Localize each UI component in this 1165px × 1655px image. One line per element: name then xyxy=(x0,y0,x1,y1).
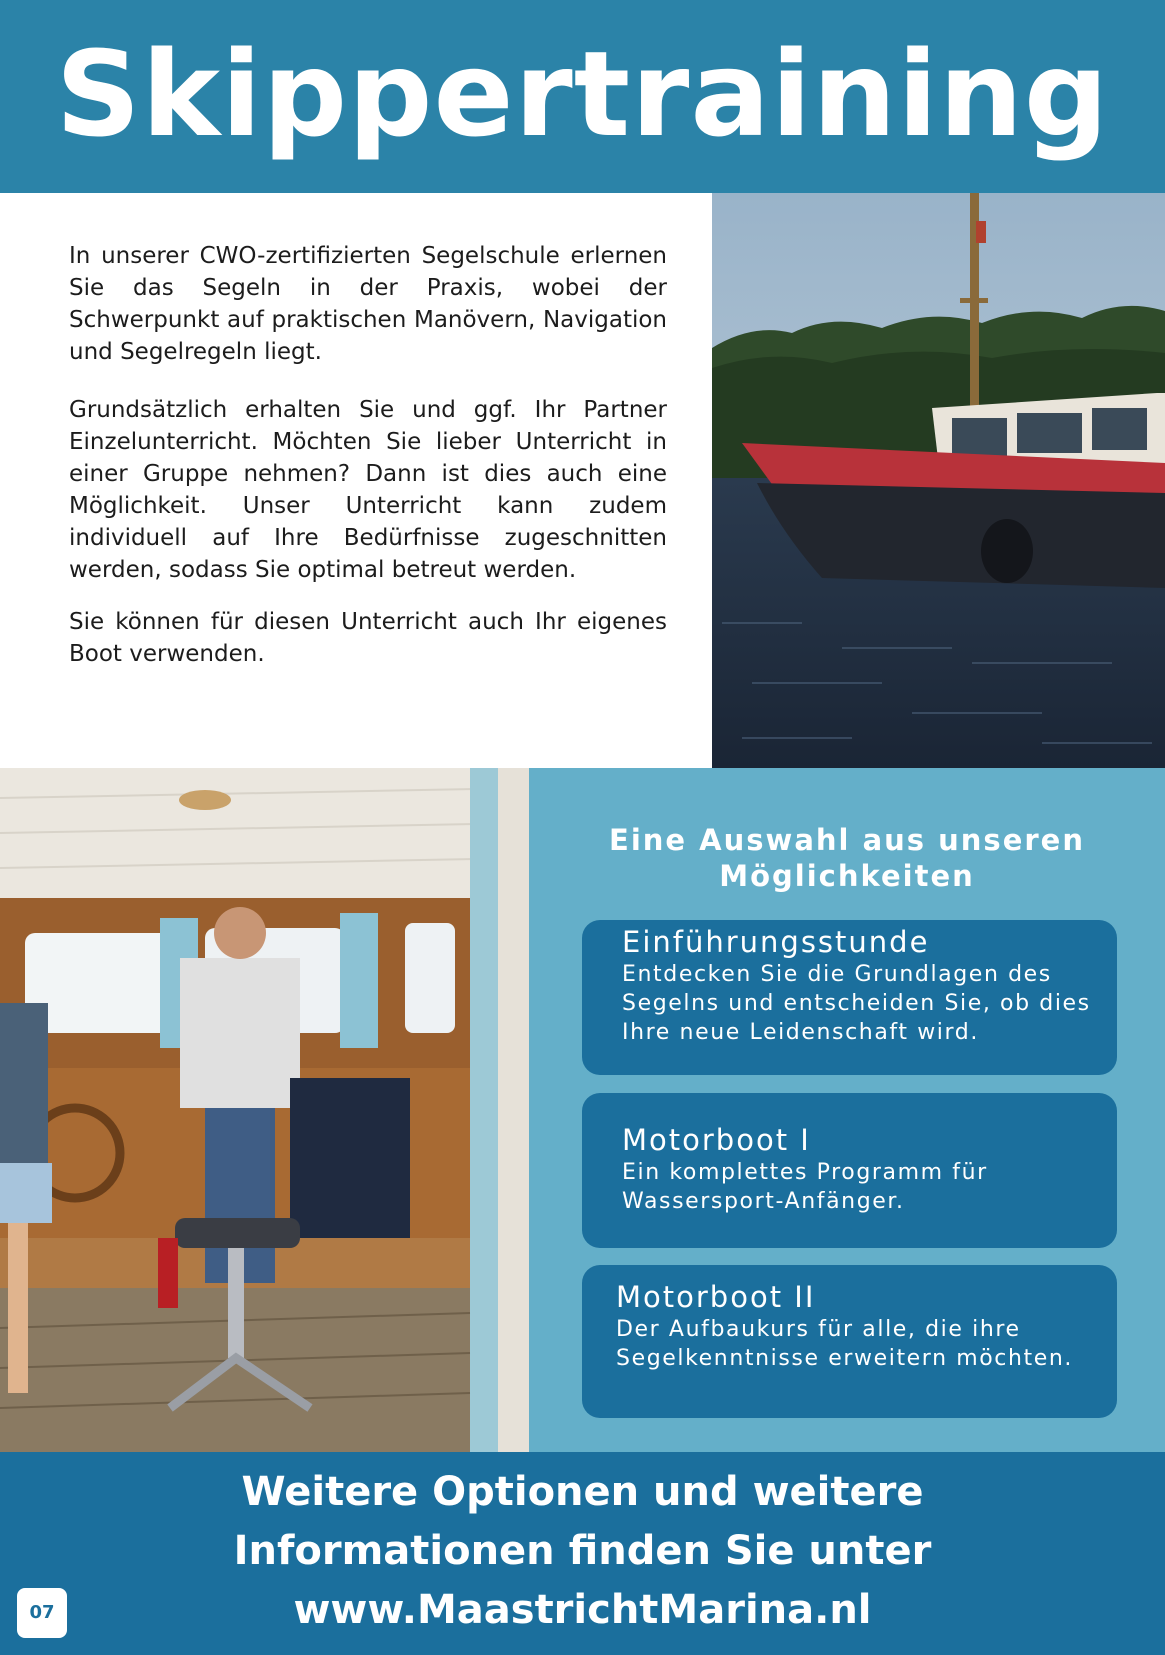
options-heading-line-1: Eine Auswahl aus unseren xyxy=(609,823,1085,857)
option-card-motorboot-1 xyxy=(582,1093,1117,1248)
option-card-description: Ein komplettes Programm für Wassersport-Anfänger. xyxy=(622,1160,988,1214)
intro-paragraph-3: Sie können für diesen Unterricht auch Ihr eigenes Boot verwenden. xyxy=(69,609,667,667)
options-panel xyxy=(529,768,1165,1452)
intro-paragraph-2: Grundsätzlich erhalten Sie und ggf. Ihr Partner Einzelunterricht. Möchten Sie lieber Unterricht in einer Gruppe nehmen? Dann ist dies auch eine Möglichkeit. Unser Unterricht kann zudem individuell auf Ihre Bedürfnisse zugeschnitten werden, sodass Sie optimal betreut werden. xyxy=(69,397,667,583)
intro-paragraph-1: In unserer CWO-zertifizierten Segelschule erlernen Sie das Segeln in der Praxis, wobei der Schwerpunkt auf praktischen Manövern, Navigation und Segelregeln liegt. xyxy=(69,243,667,365)
page-title: Skippertraining xyxy=(55,25,1110,163)
footer-website-link[interactable]: www.MaastrichtMarina.nl xyxy=(293,1587,872,1633)
boat-photo xyxy=(712,193,1165,768)
options-heading xyxy=(529,822,1165,894)
option-card-description: Der Aufbaukurs für alle, die ihre Segelkenntnisse erweitern möchten. xyxy=(616,1317,1074,1371)
option-card-title: Motorboot I xyxy=(622,1123,811,1157)
page-number-badge: 07 xyxy=(17,1588,67,1638)
footer-line-2: Informationen finden Sie unter xyxy=(233,1528,932,1574)
cabin-photo xyxy=(0,768,529,1452)
option-card-einfuehrungsstunde xyxy=(582,920,1117,1075)
option-card-title: Motorboot II xyxy=(616,1280,816,1314)
option-card-title: Einführungsstunde xyxy=(622,925,930,959)
intro-text xyxy=(69,240,667,696)
option-card-motorboot-2 xyxy=(582,1265,1117,1418)
footer-banner xyxy=(0,1452,1165,1655)
header-banner xyxy=(0,0,1165,193)
footer-line-1: Weitere Optionen und weitere xyxy=(241,1469,924,1515)
option-card-description: Entdecken Sie die Grundlagen des Segelns und entscheiden Sie, ob dies Ihre neue Leidenschaft wird. xyxy=(622,962,1091,1045)
options-heading-line-2: Möglichkeiten xyxy=(719,859,975,893)
